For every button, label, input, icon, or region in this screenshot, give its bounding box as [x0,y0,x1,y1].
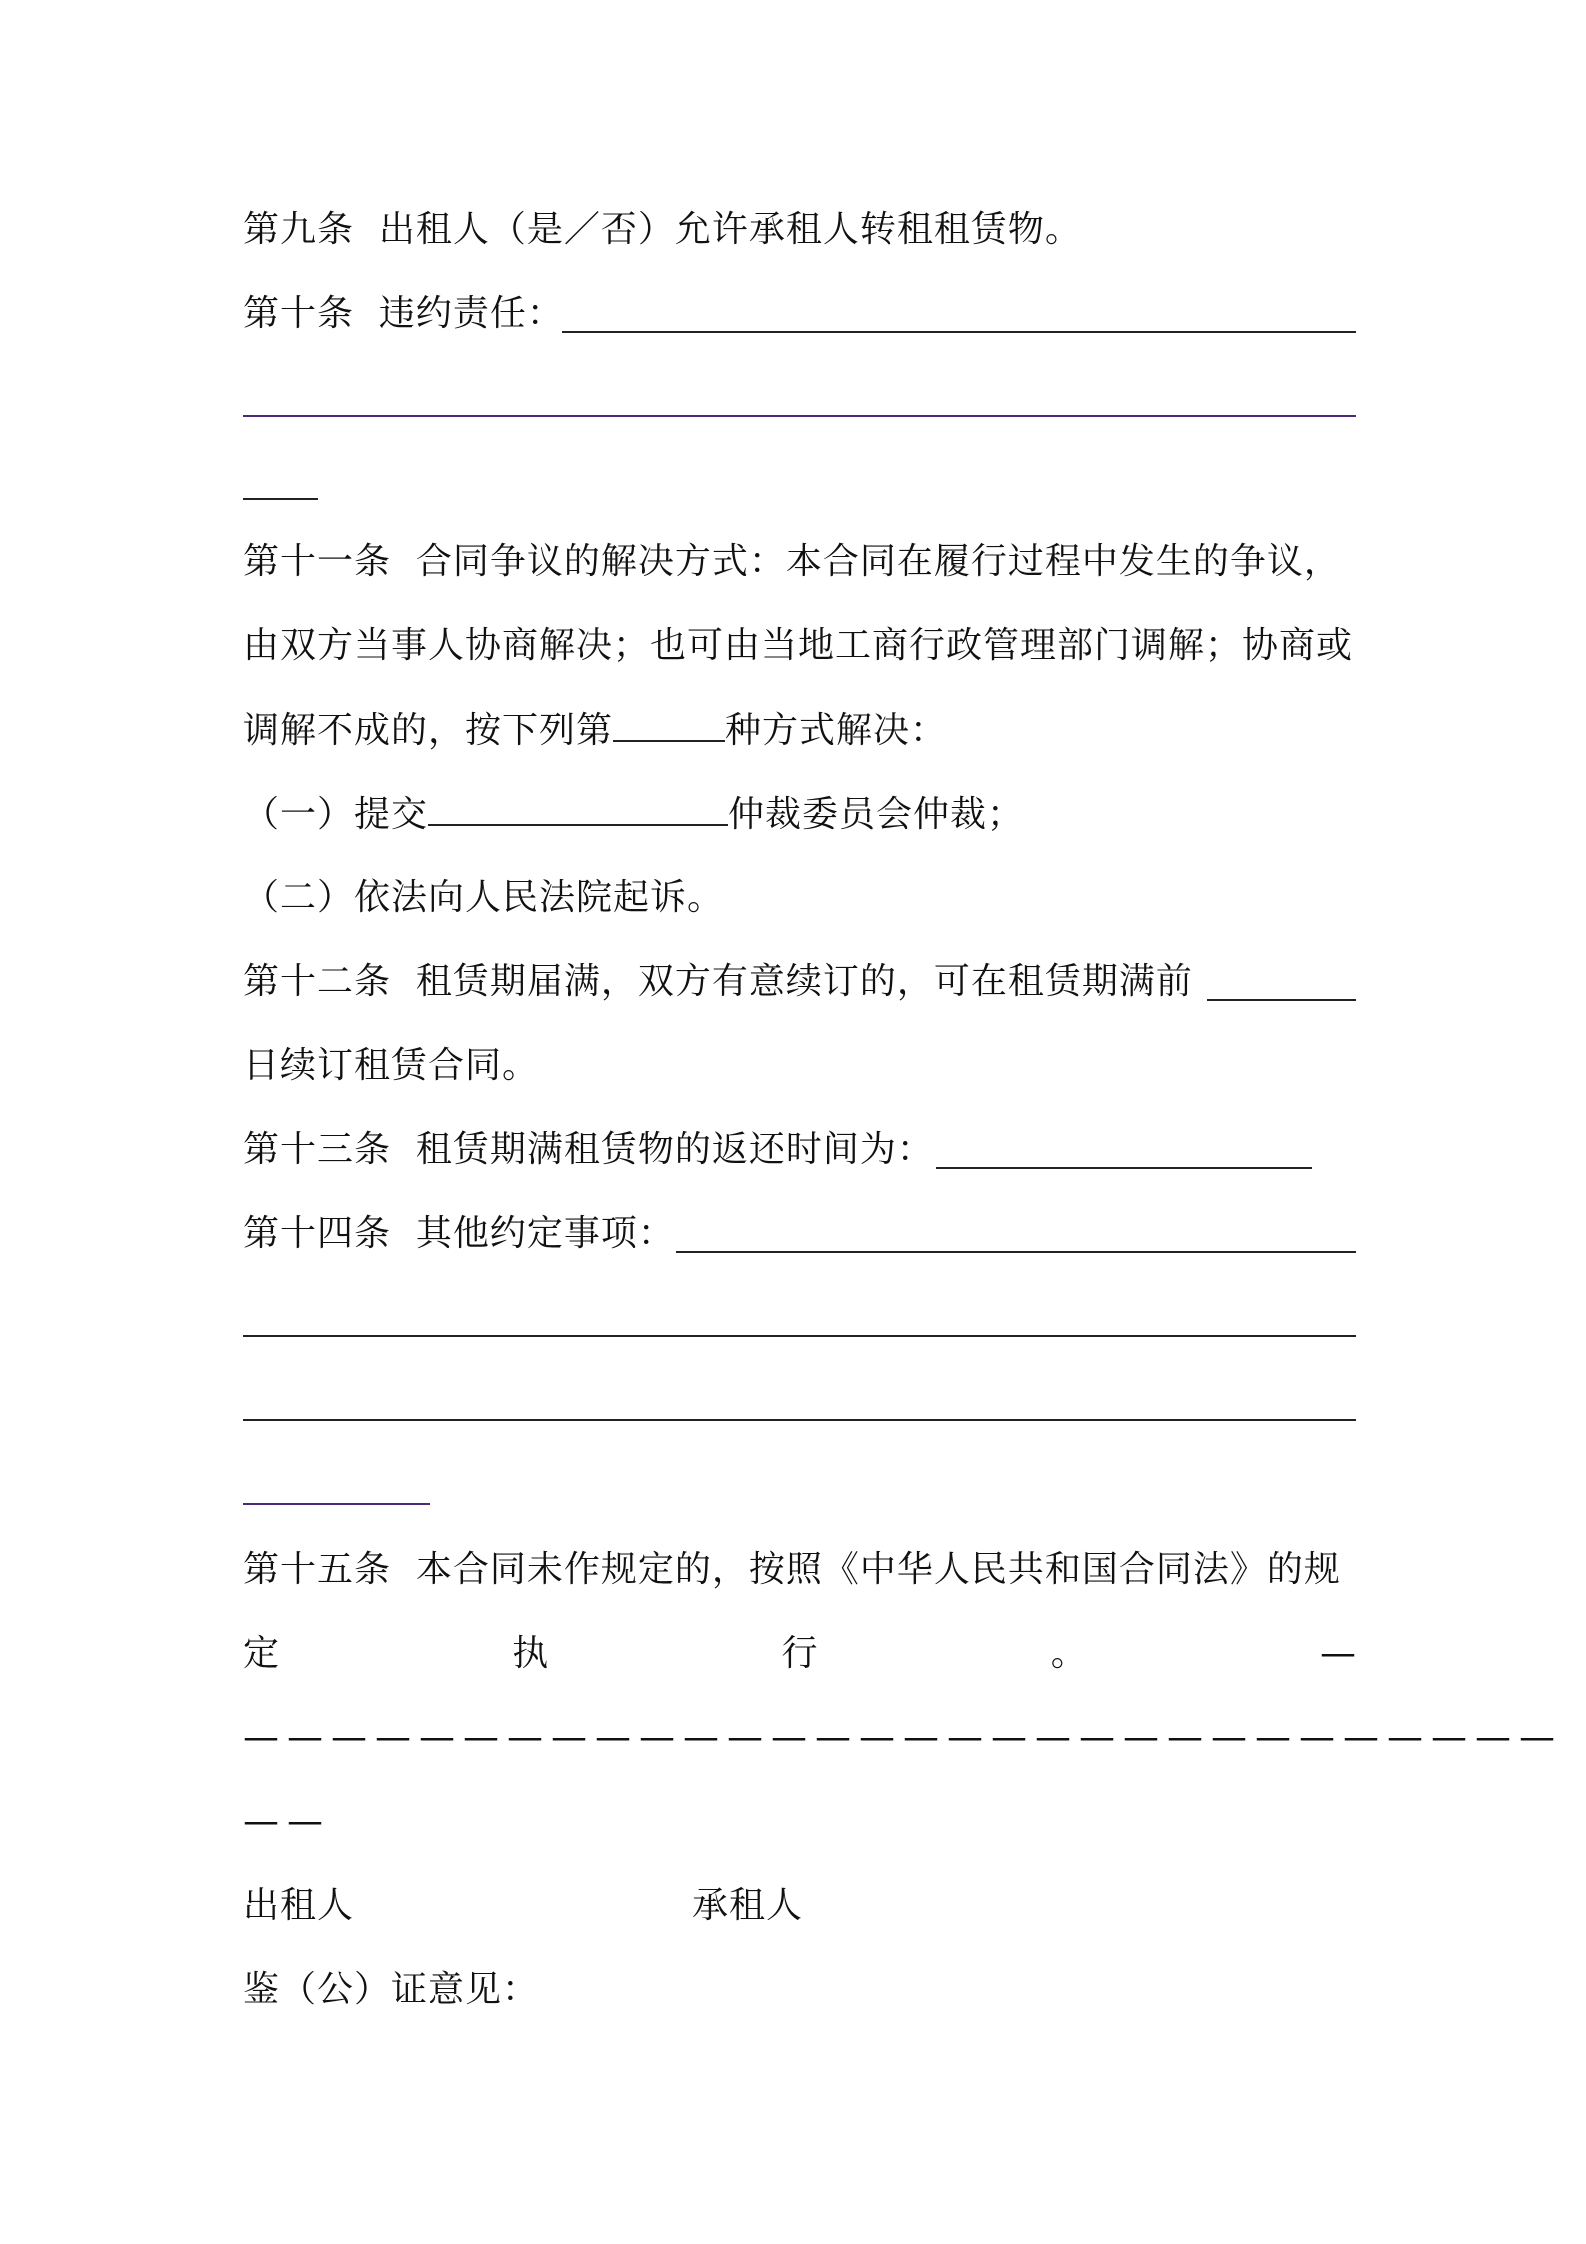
spread-char-5: — [1320,1633,1356,1674]
article-11-line-3-post: 种方式解决： [725,710,948,751]
article-15-line-2 [243,1630,1356,1678]
article-10-blank [562,331,1356,333]
article-10-blank-line-2 [243,415,1356,417]
article-14-label: 第十四条 其他约定事项： [243,1213,675,1254]
article-11-line-3 [243,706,1356,755]
notary-opinion-label: 鉴（公）证意见： [243,1969,540,2010]
dash-line: —————————————————————————————— [243,1717,1563,1758]
renewal-days-blank [1207,999,1356,1001]
article-12-line-2: 日续订租赁合同。 [243,1045,540,1086]
return-time-blank [936,1167,1312,1169]
other-terms-blank-4 [243,1503,430,1505]
arbitration-committee-blank [428,790,728,826]
article-13-label: 第十三条 租赁期满租赁物的返还时间为： [243,1129,934,1170]
article-12-line-1-text: 第十二条 租赁期届满，双方有意续订的，可在租赁期满前 [243,961,1193,1002]
other-terms-blank-1 [676,1251,1356,1253]
article-10-blank-line-3 [243,498,318,500]
article-12-line-1 [243,958,1356,1006]
spread-char-1: 定 [243,1633,280,1674]
article-11-line-3-pre: 调解不成的，按下列第 [243,710,614,751]
dispute-method-blank [613,706,725,742]
option-1-pre: （一）提交 [243,794,429,835]
option-1 [243,790,1356,839]
lessor-signature-label: 出租人 [243,1885,355,1926]
spread-char-2: 执 [512,1633,549,1674]
spread-char-4: 。 [1050,1633,1087,1674]
article-10-label: 第十条 违约责任： [243,293,564,334]
lessee-signature-label: 承租人 [692,1885,804,1926]
other-terms-blank-2 [243,1335,1356,1337]
spread-char-3: 行 [781,1633,818,1674]
option-1-post: 仲裁委员会仲裁； [728,794,1025,835]
dash-line-short: —— [243,1801,331,1842]
article-11-line-1: 第十一条 合同争议的解决方式：本合同在履行过程中发生的争议， [243,541,1341,582]
article-9: 第九条 出租人（是／否）允许承租人转租租赁物。 [243,209,1082,250]
option-2: （二）依法向人民法院起诉。 [243,877,725,918]
other-terms-blank-3 [243,1419,1356,1421]
article-11-line-2: 由双方当事人协商解决；也可由当地工商行政管理部门调解；协商或 [243,625,1354,666]
article-15-line-1: 第十五条 本合同未作规定的，按照《中华人民共和国合同法》的规 [243,1549,1341,1590]
